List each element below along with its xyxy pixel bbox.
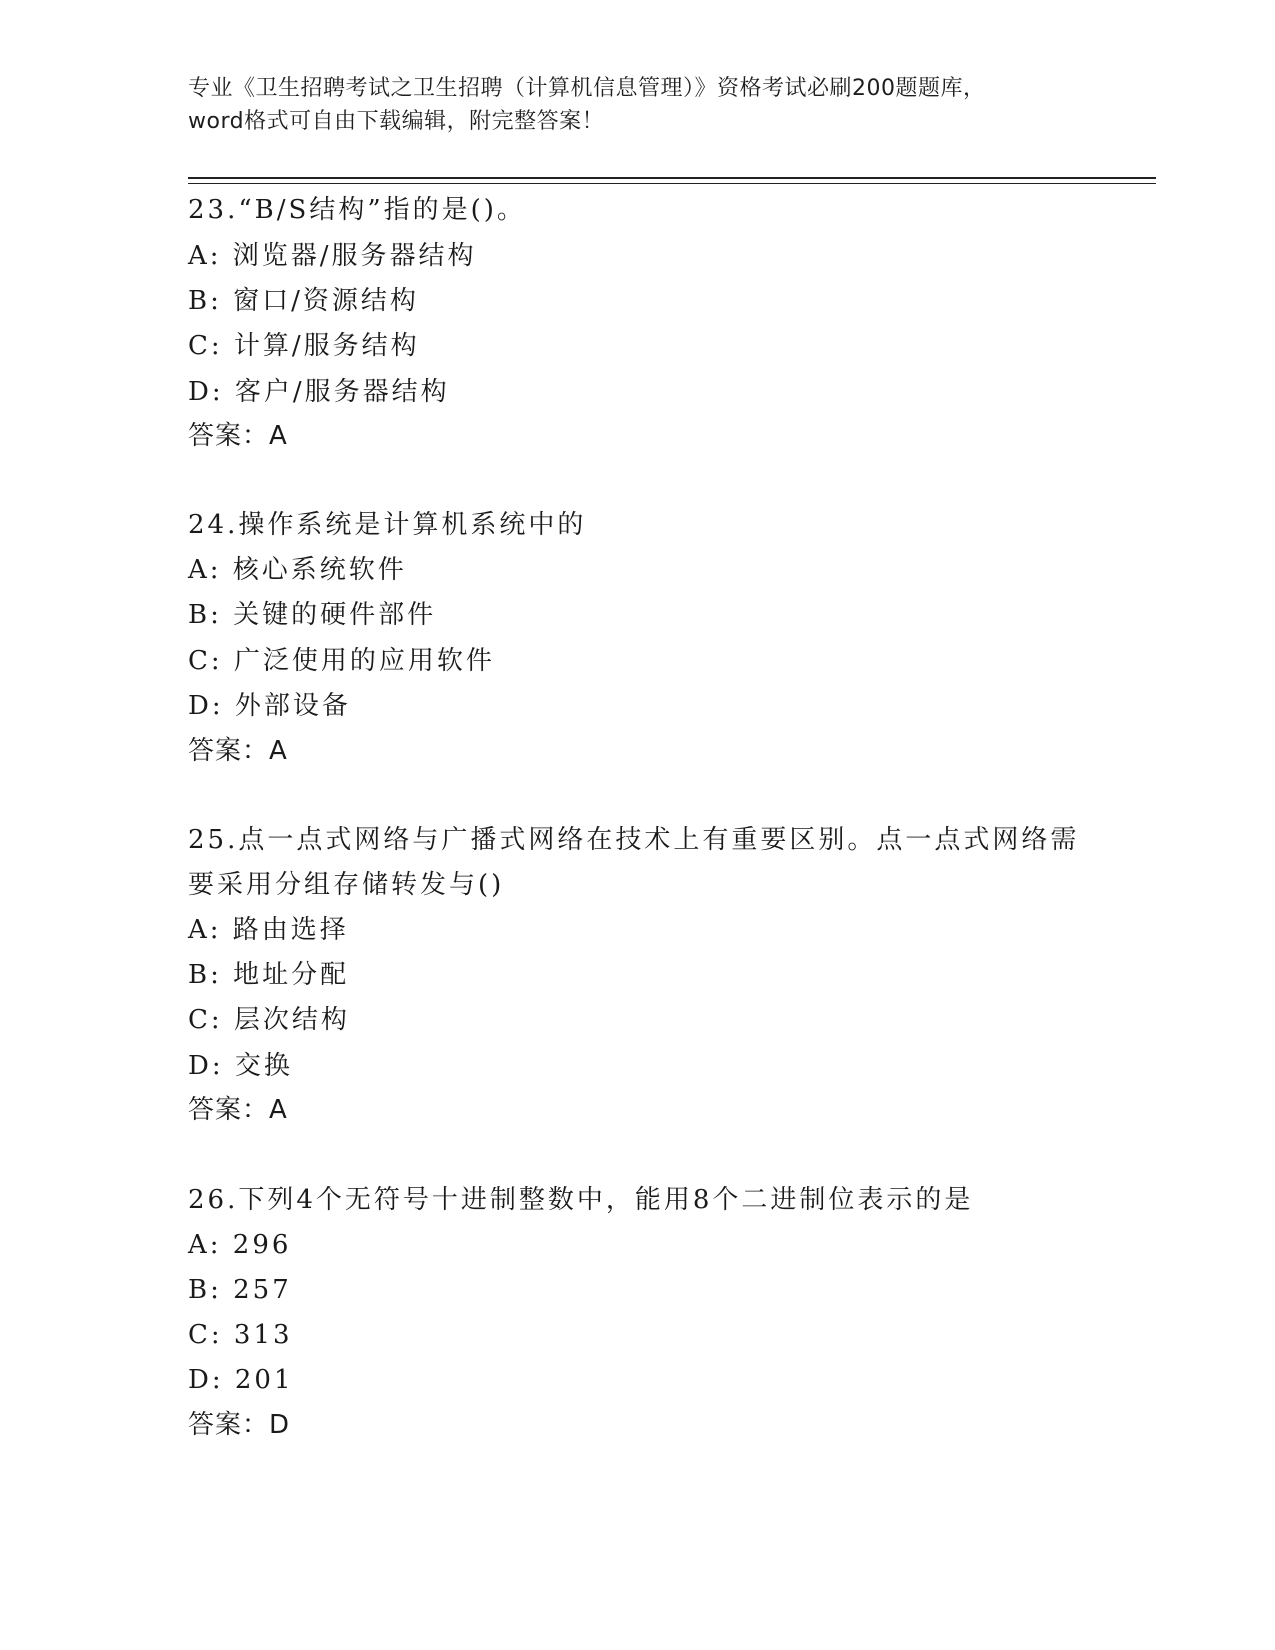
option-d: D: 客户/服务器结构	[188, 377, 450, 407]
option-c: C: 计算/服务结构	[188, 331, 420, 361]
option-d: D: 交换	[188, 1051, 293, 1081]
answer-text: 答案：A	[188, 736, 288, 766]
option-b: B: 257	[188, 1275, 292, 1305]
header-line-2: word格式可自由下载编辑，附完整答案！	[188, 109, 605, 134]
option-c: C: 层次结构	[188, 1005, 350, 1035]
option-d: D: 201	[188, 1365, 294, 1395]
option-a: A: 路由选择	[188, 915, 349, 945]
question-stem: 23.“B/S结构”指的是()。	[188, 195, 526, 225]
question-stem: 25.点一点式网络与广播式网络在技术上有重要区别。点一点式网络需	[188, 825, 1080, 855]
answer-text: 答案：A	[188, 1095, 288, 1125]
option-b: B: 地址分配	[188, 960, 350, 990]
option-b: B: 窗口/资源结构	[188, 286, 419, 316]
header-line-1: 专业《卫生招聘考试之卫生招聘（计算机信息管理）》资格考试必刷200题题库，	[188, 76, 986, 101]
option-c: C: 313	[188, 1320, 293, 1350]
option-d: D: 外部设备	[188, 691, 351, 721]
answer-text: 答案：D	[188, 1410, 291, 1440]
question-stem-continued: 要采用分组存储转发与()	[188, 870, 505, 900]
option-c: C: 广泛使用的应用软件	[188, 646, 495, 676]
option-a: A: 浏览器/服务器结构	[188, 241, 477, 271]
header-divider-thick	[188, 177, 1156, 179]
option-b: B: 关键的硬件部件	[188, 600, 437, 630]
option-a: A: 核心系统软件	[188, 555, 407, 585]
option-a: A: 296	[188, 1230, 292, 1260]
question-stem: 26.下列4个无符号十进制整数中，能用8个二进制位表示的是	[188, 1185, 974, 1215]
answer-text: 答案：A	[188, 421, 288, 451]
document-header	[188, 72, 1088, 138]
header-divider-thin	[188, 183, 1156, 184]
question-stem: 24.操作系统是计算机系统中的	[188, 510, 587, 540]
